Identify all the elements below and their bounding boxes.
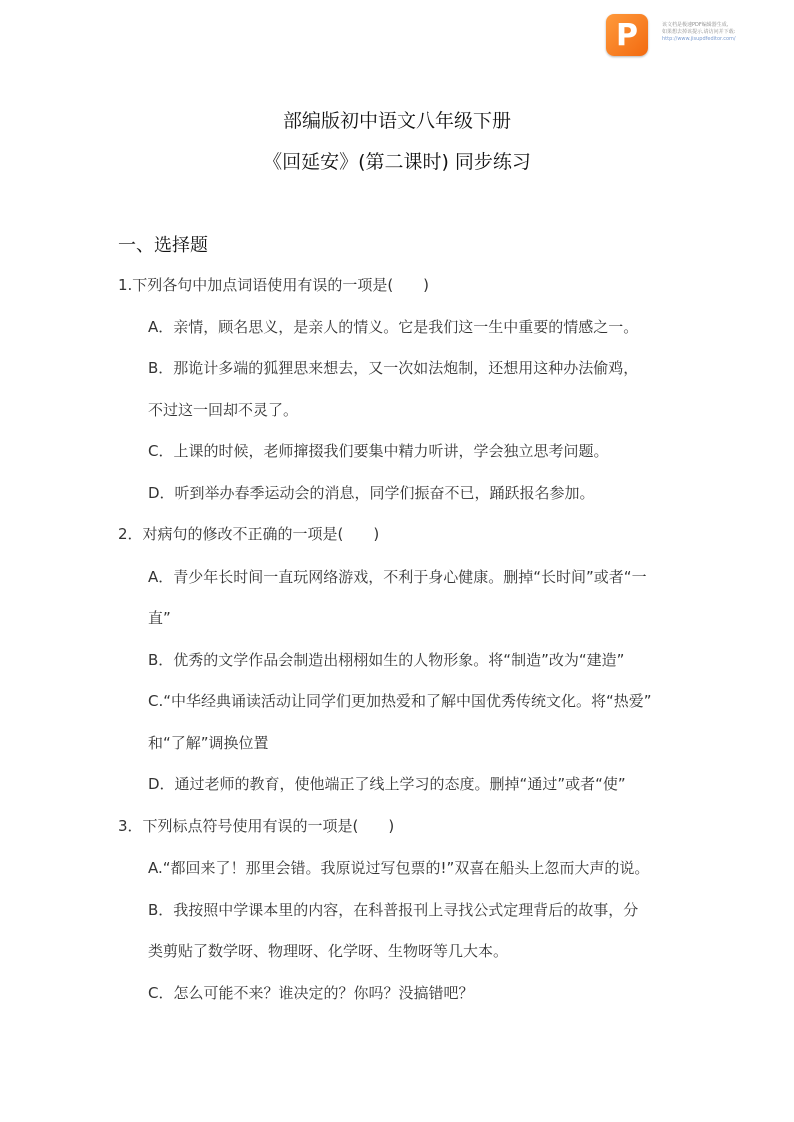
pdf-editor-watermark — [606, 14, 786, 58]
question-3-option-b: B．我按照中学课本里的内容，在科普报刊上寻找公式定理背后的故事，分 — [148, 901, 639, 919]
pdf-editor-logo-icon — [606, 14, 648, 56]
document-title: 部编版初中语文八年级下册 — [282, 110, 511, 132]
question-3-option-b-continued: 类剪贴了数学呀、物理呀、化学呀、生物呀等几大本。 — [148, 942, 509, 960]
question-3-stem: 3．下列标点符号使用有误的一项是( ) — [118, 817, 395, 835]
question-3-option-a: A.“都回来了！那里会错。我原说过写包票的!”双喜在船头上忽而大声的说。 — [148, 859, 650, 877]
question-2-option-a: A．青少年长时间一直玩网络游戏，不利于身心健康。删掉“长时间”或者“一 — [148, 568, 647, 586]
watermark-url: http://www.jisupdfeditor.com/ — [662, 36, 736, 42]
question-1-stem: 1.下列各句中加点词语使用有误的一项是( ) — [118, 276, 430, 294]
question-2-option-d: D．通过老师的教育，使他端正了线上学习的态度。删掉“通过”或者“使” — [148, 775, 626, 793]
question-2-option-a-continued: 直” — [148, 609, 171, 627]
question-1-option-b: B．那诡计多端的狐狸思来想去，又一次如法炮制，还想用这种办法偷鸡， — [148, 359, 639, 377]
question-1-option-c: C．上课的时候，老师撺掇我们要集中精力听讲，学会独立思考问题。 — [148, 442, 609, 460]
watermark-line-1: 该文档是极速PDF编辑器生成, — [662, 22, 729, 28]
watermark-text — [662, 22, 788, 43]
question-1-option-b-continued: 不过这一回却不灵了。 — [148, 401, 299, 419]
document-subtitle: 《回延安》(第二课时) 同步练习 — [263, 151, 531, 173]
logo-letter: P — [616, 18, 638, 53]
question-2-option-c: C.“中华经典诵读活动让同学们更加热爱和了解中国优秀传统文化。将“热爱” — [148, 692, 652, 710]
question-2-option-b: B．优秀的文学作品会制造出栩栩如生的人物形象。将“制造”改为“建造” — [148, 651, 625, 669]
question-3-option-c: C．怎么可能不来？谁决定的？你吗？没搞错吧？ — [148, 984, 474, 1002]
section-heading: 一、选择题 — [118, 235, 208, 256]
question-2-stem: 2．对病句的修改不正确的一项是( ) — [118, 525, 380, 543]
question-1-option-d: D．听到举办春季运动会的消息，同学们振奋不已，踊跃报名参加。 — [148, 484, 595, 502]
watermark-line-2: 如果想去掉该提示,请访问并下载: — [662, 29, 736, 35]
question-1-option-a: A．亲情，顾名思义，是亲人的情义。它是我们这一生中重要的情感之一。 — [148, 318, 639, 336]
question-2-option-c-continued: 和“了解”调换位置 — [148, 734, 269, 752]
